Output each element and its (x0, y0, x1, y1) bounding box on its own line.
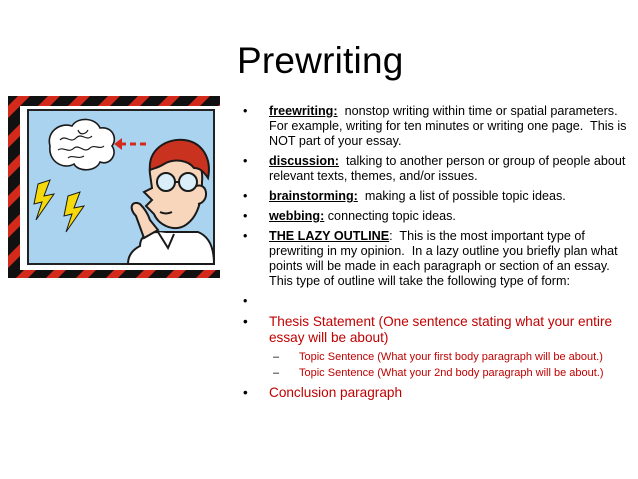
bullet-glyph: • (243, 229, 248, 243)
term-freewriting: freewriting: (269, 104, 338, 118)
bullet-list (243, 104, 633, 406)
outline-topic-1 (243, 351, 633, 364)
definition-freewriting: nonstop writing within time or spatial parameters. For example, writing for ten minutes or writing one page. This is NOT part of your essay. (269, 104, 630, 148)
term-lazy-outline: THE LAZY OUTLINE (269, 229, 390, 243)
list-item (243, 209, 633, 224)
list-item (243, 229, 633, 289)
bullet-glyph: • (243, 189, 248, 203)
term-brainstorming: brainstorming: (269, 189, 358, 203)
outline-topic-2 (243, 367, 633, 380)
term-webbing: webbing: (269, 209, 325, 223)
dash-glyph: – (273, 351, 280, 363)
slide-title: Prewriting (237, 40, 404, 81)
conclusion-text: Conclusion paragraph (269, 385, 403, 400)
term-discussion: discussion: (269, 154, 339, 168)
bullet-glyph: • (243, 104, 248, 118)
definition-brainstorming: making a list of possible topic ideas. (357, 189, 566, 203)
thinking-man-brain-icon (8, 96, 220, 278)
list-item (243, 189, 633, 204)
definition-webbing: connecting topic ideas. (324, 209, 456, 223)
outline-thesis (243, 314, 633, 346)
definition-lazy-outline: : This is the most important type of prewriting in my opinion. In a lazy outline you briefly plan what points will be made in each paragraph or section of an essay. This type of outline will take the following type of form: (269, 229, 622, 288)
bullet-glyph: • (243, 385, 248, 400)
bullet-glyph: • (243, 209, 248, 223)
list-item (243, 154, 633, 184)
list-item (243, 104, 633, 149)
bullet-glyph: • (243, 314, 248, 329)
topic-1-text: Topic Sentence (What your first body paragraph will be about.) (299, 351, 603, 363)
topic-2-text: Topic Sentence (What your 2nd body paragraph will be about.) (299, 367, 604, 379)
outline-conclusion (243, 385, 633, 401)
empty-bullet (243, 294, 633, 309)
dash-glyph: – (273, 367, 280, 379)
thesis-text: Thesis Statement (One sentence stating what your entire essay will be about) (269, 314, 613, 345)
bullet-glyph: • (243, 294, 248, 308)
bullet-glyph: • (243, 154, 248, 168)
definition-discussion: talking to another person or group of people about relevant texts, themes, and/or issues. (269, 154, 629, 183)
